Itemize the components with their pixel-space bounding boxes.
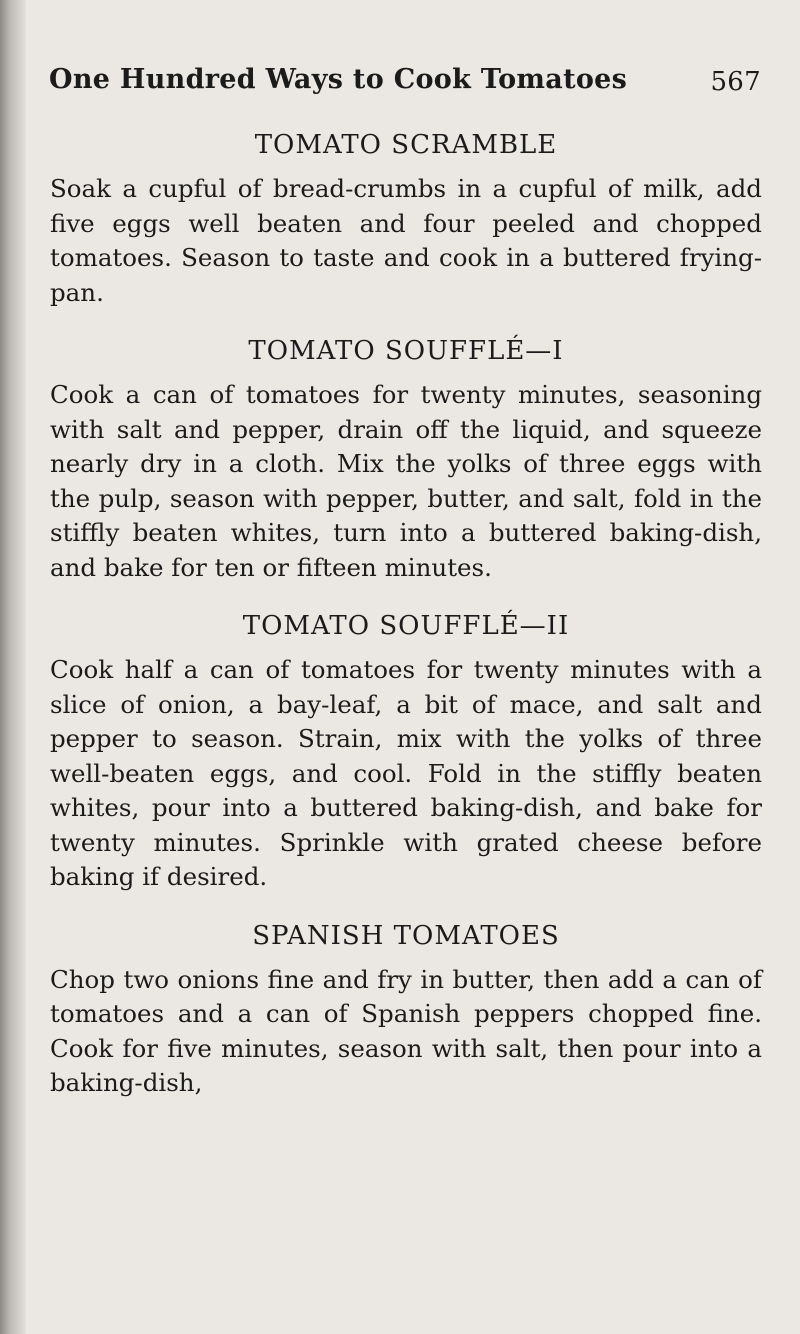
page-number: 567: [710, 67, 761, 97]
page-gutter-shadow: [0, 0, 26, 1334]
recipe-heading: TOMATO SOUFFLÉ—II: [242, 611, 570, 641]
recipe-text: Cook half a can of tomatoes for twenty minutes with a slice of onion, a bay-leaf, a bit of mace, and salt and pepper to season. Strain, mix with the yolks of three well-beaten eggs, and cool. Fold in the stiffly beaten whites, pour into a buttered baking-dish, and bake for twenty minutes. Sprinkle with grated cheese before baking if desired.: [50, 655, 762, 891]
running-header: [49, 64, 761, 106]
recipe-tomato-souffle-2: [50, 611, 762, 895]
page-content: [50, 130, 762, 1127]
recipe-text: Cook a can of tomatoes for twenty minutes, seasoning with salt and pepper, drain off the liquid, and squeeze nearly dry in a cloth. Mix the yolks of three eggs with the pulp, season with pepper, butter, and salt, fold in the stiffly beaten whites, turn into a buttered baking-dish, and bake for ten or fifteen minutes.: [50, 380, 762, 582]
recipe-text: Soak a cupful of bread-crumbs in a cupful of milk, add five eggs well beaten and four peeled and chopped tomatoes. Season to taste and cook in a buttered frying-pan.: [50, 174, 762, 307]
running-title: One Hundred Ways to Cook Tomatoes: [49, 64, 628, 95]
recipe-tomato-scramble: [50, 130, 762, 310]
recipe-text: Chop two onions fine and fry in butter, then add a can of tomatoes and a can of Spanish peppers chopped fine. Cook for five minutes, season with salt, then pour into a baking-dish,: [50, 964, 762, 1097]
recipe-heading: TOMATO SCRAMBLE: [254, 130, 558, 160]
recipe-spanish-tomatoes: [50, 921, 762, 1101]
recipe-tomato-souffle-1: [50, 336, 762, 585]
recipe-heading: TOMATO SOUFFLÉ—I: [248, 336, 564, 366]
recipe-heading: SPANISH TOMATOES: [252, 920, 560, 951]
